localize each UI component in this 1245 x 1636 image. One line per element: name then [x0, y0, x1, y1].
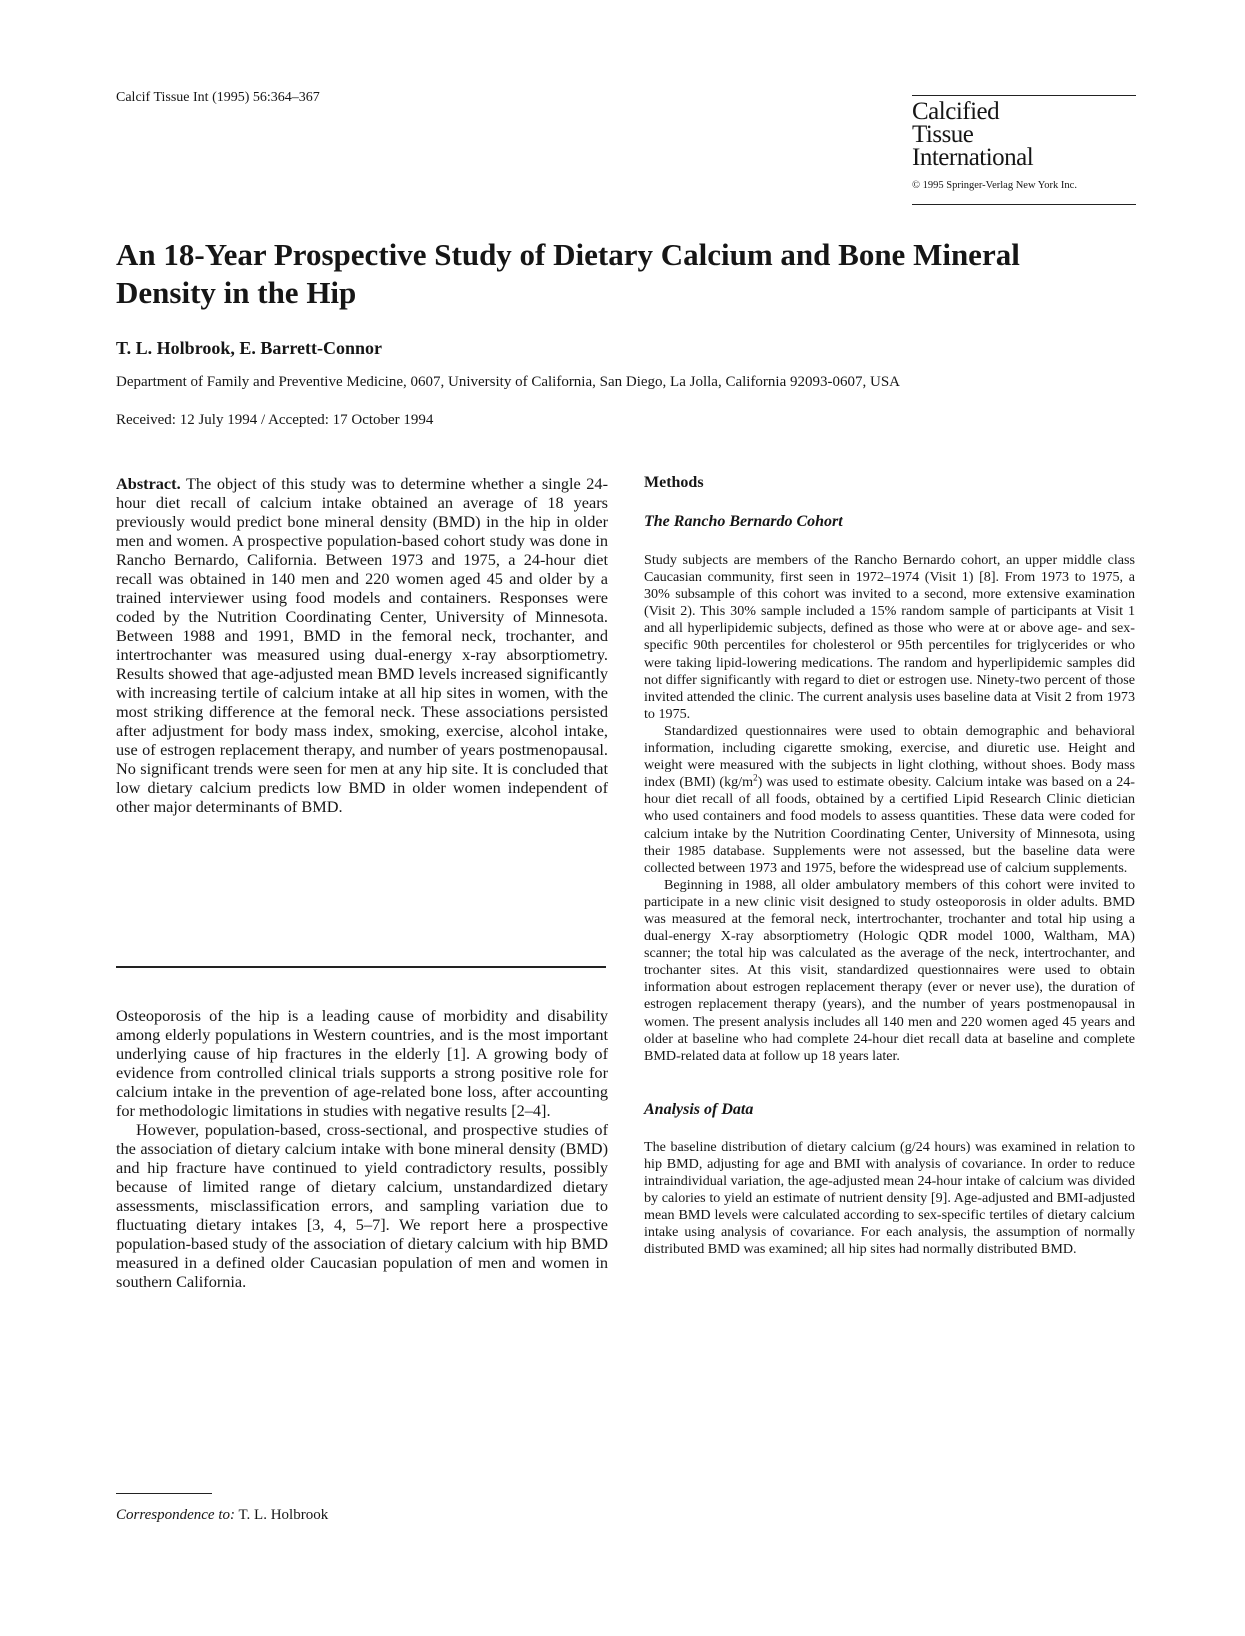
correspondence-footnote [116, 1507, 328, 1524]
correspondence-name: T. L. Holbrook [238, 1507, 329, 1523]
article-title: An 18-Year Prospective Study of Dietary Calcium and Bone Mineral Density in the Hip [116, 237, 1020, 310]
cohort-p2-part-a: Standardized questionnaires were used to obtain demographic and behavioral information, including cigarette smoking, exercise, and diuretic use. Height and weight were measured with the subjects in light clothing, without shoes. Body mass index (BMI) (kg/m [644, 722, 1135, 791]
logo-word-tissue: Tissue [912, 121, 974, 148]
cohort-p2-part-b: ) was used to estimate obesity. Calcium intake was based on a 24-hour diet recall of all foods, obtained by a certified Lipid Research Clinic dietician who used containers and food models to assess quantities. These data were coded for calcium intake by the Nutrition Coordinating Center, University of Minnesota, using their 1985 database. Supplements were not assessed, but the baseline data were collected between 1973 and 1975, before the widespread use of calcium supplements. [644, 774, 1135, 876]
abstract-label: Abstract. [116, 474, 181, 493]
journal-logo [912, 95, 1136, 205]
received-accepted-dates: Received: 12 July 1994 / Accepted: 17 October 1994 [116, 412, 434, 428]
abstract-divider [116, 966, 606, 968]
abstract [116, 474, 608, 816]
copyright-notice: © 1995 Springer-Verlag New York Inc. [912, 180, 1077, 191]
intro-paragraph-1: Osteoporosis of the hip is a leading cause of morbidity and disability among elderly populations in Western countries, and is the most important underlying cause of hip fractures in the elderly [1]. A growing body of evidence from controlled clinical trials supports a strong positive role for calcium intake in the prevention of age-related bone loss, after accounting for methodologic limitations in studies with negative results [2–4]. [116, 1006, 608, 1120]
footnote-divider [116, 1493, 212, 1494]
analysis-paragraph-1: The baseline distribution of dietary calcium (g/24 hours) was examined in relation to hip BMD, adjusting for age and BMI with analysis of covariance. In order to reduce intraindividual variation, the age-adjusted mean 24-hour intake of calcium was divided by calories to yield an estimate of nutrient density [9]. Age-adjusted and BMI-adjusted mean BMD levels were calculated according to sex-specific tertiles of dietary calcium intake using analysis of covariance. For each analysis, the assumption of normally distributed BMD was examined; all hip sites had normally distributed BMD. [644, 1138, 1135, 1258]
author-affiliation: Department of Family and Preventive Medicine, 0607, University of California, San Diego, La Jolla, California 92093-0607, USA [116, 374, 901, 390]
journal-citation: Calcif Tissue Int (1995) 56:364–367 [116, 90, 320, 105]
cohort-paragraph-3: Beginning in 1988, all older ambulatory members of this cohort were invited to participate in a new clinic visit designed to study osteoporosis in older adults. BMD was measured at the femoral neck, intertrochanter, trochanter and total hip using a dual-energy X-ray absorptiometry (Hologic QDR model 1000, Waltham, MA) scanner; the total hip was calculated as the average of the neck, intertrochanter, and trochanter sites. At this visit, standardized questionnaires were used to obtain information about estrogen replacement therapy (ever or never use), the duration of estrogen replacement therapy (years), and the number of years postmenopausal in women. The present analysis includes all 140 men and 220 women aged 45 years and older at baseline who had complete 24-hour diet recall data at baseline and complete BMD-related data at follow up 18 years later. [644, 876, 1135, 1064]
intro-paragraph-2: However, population-based, cross-sectional, and prospective studies of the association of dietary calcium intake with bone mineral density (BMD) and hip fracture have continued to yield contradictory results, possibly because of limited range of dietary calcium, unstandardized dietary assessments, misclassification errors, and sampling variation due to fluctuating dietary intakes [3, 4, 5–7]. We report here a prospective population-based study of the association of dietary calcium with hip BMD measured in a defined older Caucasian population of men and women in southern California. [116, 1120, 608, 1291]
journal-logo-wordmark [912, 100, 1033, 169]
left-column [116, 474, 608, 816]
superscript-2: 2 [753, 772, 758, 783]
logo-word-calcified: Calcified [912, 98, 1000, 125]
analysis-subheading: Analysis of Data [644, 1100, 754, 1118]
cohort-subheading: The Rancho Bernardo Cohort [644, 513, 843, 530]
cohort-paragraph-1: Study subjects are members of the Rancho Bernardo cohort, an upper middle class Caucasian community, first seen in 1972–1974 (Visit 1) [8]. From 1973 to 1975, a 30% subsample of this cohort was invited to a second, more extensive examination (Visit 2). This 30% sample included a 15% random sample of participants at Visit 1 and all hyperlipidemic subjects, defined as those who were at or above age- and sex-specific 90th percentiles for cholesterol or 95th percentiles for triglycerides or who were taking lipid-lowering medications. The random and hyperlipidemic samples did not differ significantly with regard to diet or estrogen use. Ninety-two percent of those invited attended the clinic. The current analysis uses baseline data at Visit 2 from 1973 to 1975. [644, 552, 1135, 722]
abstract-text: The object of this study was to determine whether a single 24-hour diet recall of calcium intake obtained an average of 18 years previously would predict bone mineral density (BMD) in the hip in older men and women. A prospective population-based cohort study was done in Rancho Bernardo, California. Between 1973 and 1975, a 24-hour diet recall was obtained in 140 men and 220 women aged 45 and older by a trained interviewer using food models and containers. Responses were coded by the Nutrition Coordinating Center, University of Minnesota. Between 1988 and 1991, BMD in the femoral neck, trochanter, and intertrochanter was measured using dual-energy x-ray absorptiometry. Results showed that age-adjusted mean BMD levels increased significantly with increasing tertile of calcium intake at all hip sites in women, with the most striking difference at the femoral neck. These associations persisted after adjustment for body mass index, smoking, exercise, alcohol intake, use of estrogen replacement therapy, and number of years postmenopausal. No significant trends were seen for men at any hip site. It is concluded that low dietary calcium predicts low BMD in older women independent of other major determinants of BMD. [116, 474, 608, 816]
cohort-paragraph-2 [644, 723, 1135, 877]
correspondence-label: Correspondence to: [116, 1507, 236, 1523]
article-authors: T. L. Holbrook, E. Barrett-Connor [116, 338, 383, 358]
methods-heading: Methods [644, 474, 704, 491]
introduction [116, 1006, 608, 1291]
logo-word-international: International [912, 144, 1034, 171]
right-column [644, 474, 1135, 1258]
